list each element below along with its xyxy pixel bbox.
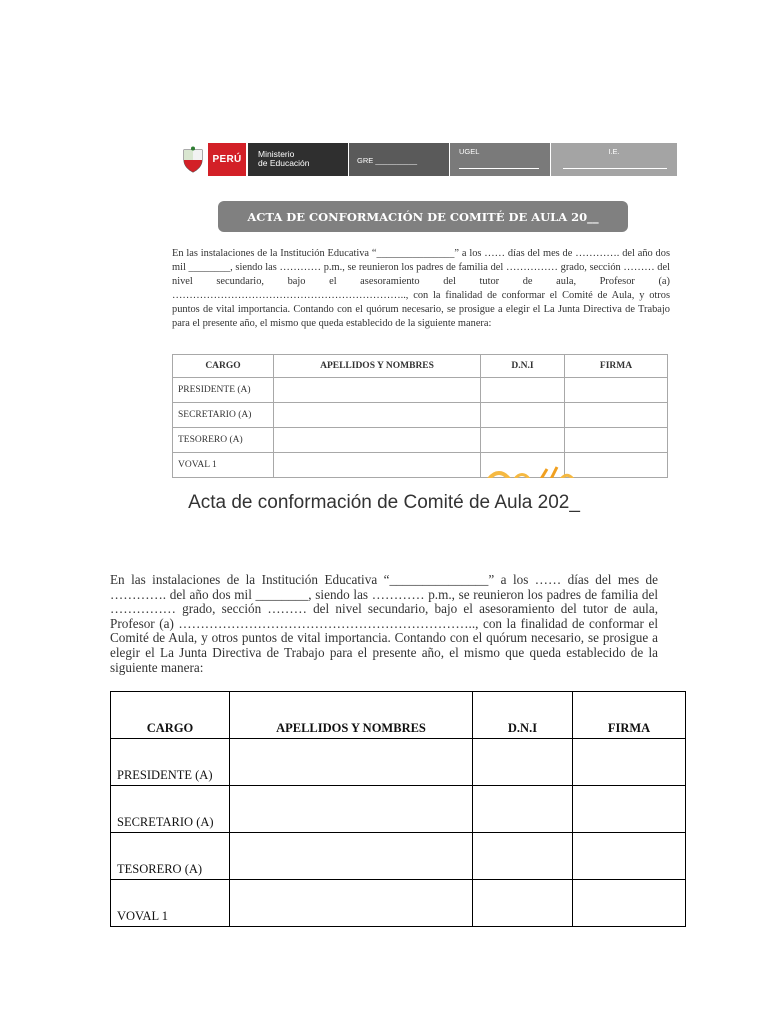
table-row [173, 378, 668, 403]
document-preview-image [170, 143, 680, 478]
preview-cell-firma [565, 428, 668, 453]
preview-header-nombres: APELLIDOS Y NOMBRES [274, 355, 481, 378]
table-row [173, 428, 668, 453]
table-row [111, 786, 686, 833]
ugel-underline [459, 168, 539, 169]
preview-cell-dni [481, 378, 565, 403]
preview-cell-nombres [274, 453, 481, 478]
preview-cell-cargo: SECRETARIO (A) [173, 403, 274, 428]
page-title: Acta de conformación de Comité de Aula 202_ [188, 492, 580, 513]
table-row [111, 833, 686, 880]
preview-table [172, 354, 668, 478]
table-row [111, 880, 686, 927]
ugel-field [450, 143, 550, 176]
preview-cell-nombres [274, 428, 481, 453]
header-dni: D.N.I [473, 692, 573, 739]
header-apellidos-nombres: APELLIDOS Y NOMBRES [230, 692, 473, 739]
cell-apellidos-nombres[interactable] [230, 833, 473, 880]
ministry-label-line2: de Educación [258, 158, 310, 168]
preview-paragraph: En las instalaciones de la Institución Educativa “_______________” a los …… días del mes de …………. del año dos mil ________, siendo las ………… p.m., se reunieron los padres de familia del …………… grado, sección ……… del nivel secundario, bajo el asesoramiento del tutor de aula, Profesor (a) ………………………………………………………….., con la finalidad de conformar el Comité de Aula, y otros puntos de vital importancia. Contando con el quórum necesario, se prosigue a elegir el La Junta Directiva de Trabajo para el presente año, el mismo que queda establecido de la siguiente manera: [172, 248, 670, 330]
table-row [173, 403, 668, 428]
preview-cell-dni [481, 403, 565, 428]
preview-header-cargo: CARGO [173, 355, 274, 378]
cell-apellidos-nombres[interactable] [230, 880, 473, 927]
cell-cargo: SECRETARIO (A) [111, 786, 230, 833]
cell-cargo: VOVAL 1 [111, 880, 230, 927]
ie-underline [563, 168, 667, 169]
preview-cell-firma [565, 453, 668, 478]
ministry-banner [178, 143, 678, 176]
ie-label: I.E. [608, 147, 620, 156]
cell-firma[interactable] [573, 833, 686, 880]
gre-field: GRE __________ [349, 143, 449, 176]
document-paragraph: En las instalaciones de la Institución Educativa “_______________” a los …… días del mes de …………. del año dos mil ________, siendo las ………… p.m., se reunieron los padres de familia del …………… grado, sección ……… del nivel secundario, bajo el asesoramiento del tutor de aula, Profesor (a) ………………………………………………………….., con la finalidad de conformar el Comité de Aula, y otros puntos de vital importancia. Contando con el quórum necesario, se prosigue a elegir el La Junta Directiva de Trabajo para el presente año, el mismo que queda establecido de la siguiente manera: [110, 572, 658, 675]
header-cargo: CARGO [111, 692, 230, 739]
preview-cell-nombres [274, 403, 481, 428]
cell-dni[interactable] [473, 739, 573, 786]
cell-firma[interactable] [573, 739, 686, 786]
cell-firma[interactable] [573, 880, 686, 927]
ie-field [551, 143, 677, 176]
table-row [173, 453, 668, 478]
peru-brand-label: PERÚ [208, 143, 246, 176]
ugel-label: UGEL [459, 147, 480, 156]
header-firma: FIRMA [573, 692, 686, 739]
cell-dni[interactable] [473, 833, 573, 880]
preview-title-bar: ACTA DE CONFORMACIÓN DE COMITÉ DE AULA 20__ [218, 201, 628, 232]
preview-cell-nombres [274, 378, 481, 403]
committee-table [110, 691, 686, 927]
preview-cell-cargo: PRESIDENTE (A) [173, 378, 274, 403]
cell-dni[interactable] [473, 880, 573, 927]
ministry-label-line1: Ministerio [258, 149, 295, 159]
preview-cell-cargo: VOVAL 1 [173, 453, 274, 478]
cell-cargo: TESORERO (A) [111, 833, 230, 880]
preview-cell-firma [565, 378, 668, 403]
coat-of-arms-icon [178, 143, 208, 176]
preview-cell-cargo: TESORERO (A) [173, 428, 274, 453]
table-row [111, 739, 686, 786]
cell-dni[interactable] [473, 786, 573, 833]
cell-firma[interactable] [573, 786, 686, 833]
cell-cargo: PRESIDENTE (A) [111, 739, 230, 786]
watermark-logo-icon [485, 465, 575, 478]
preview-cell-firma [565, 403, 668, 428]
cell-apellidos-nombres[interactable] [230, 786, 473, 833]
cell-apellidos-nombres[interactable] [230, 739, 473, 786]
ministry-label [248, 143, 348, 176]
preview-cell-dni [481, 428, 565, 453]
preview-header-dni: D.N.I [481, 355, 565, 378]
table-header-row [111, 692, 686, 739]
preview-table-header-row [173, 355, 668, 378]
preview-header-firma: FIRMA [565, 355, 668, 378]
